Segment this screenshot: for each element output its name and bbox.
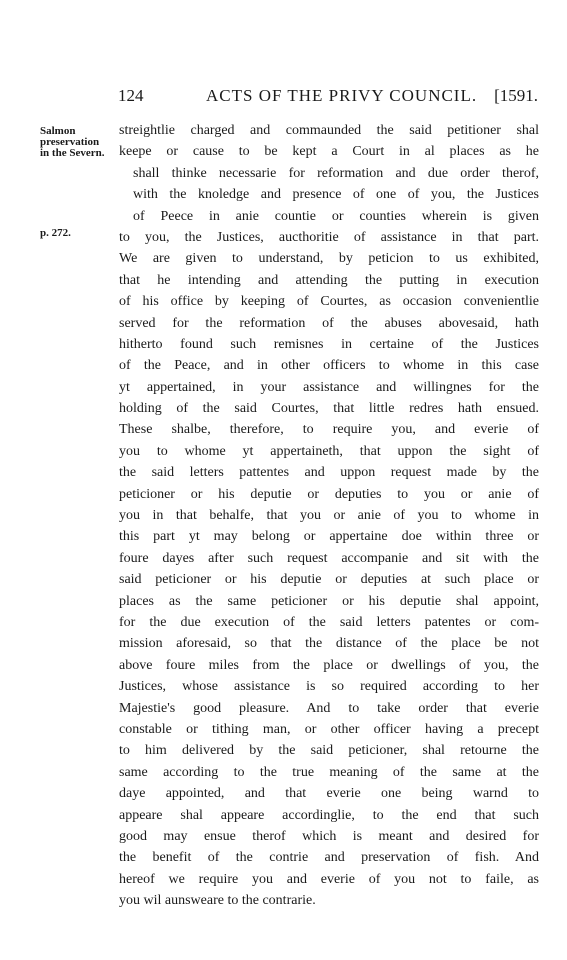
text-line: you in that behalfe, that you or anie of you to whome in bbox=[119, 508, 539, 524]
text-line: shall thinke necessarie for reformation and due order therof, bbox=[133, 165, 539, 181]
text-line: good may ensue therof which is meant and desired for bbox=[119, 828, 539, 844]
marginal-note-line: Salmon bbox=[40, 125, 76, 137]
text-line: holding of the said Courtes, that little redres hath ensued. bbox=[119, 401, 539, 417]
text-line: you to whome yt appertaineth, that uppon the sight of bbox=[119, 443, 539, 459]
text-line: for the due execution of the said letters patentes or com- bbox=[119, 614, 539, 630]
text-line: hereof we require you and everie of you not to faile, as bbox=[119, 871, 539, 887]
text-line: We are given to understand, by peticion to us exhibited, bbox=[119, 251, 539, 267]
text-line: foure dayes after such request accompanie and sit with the bbox=[119, 550, 539, 566]
text-line: same according to the true meaning of the same at the bbox=[119, 764, 539, 780]
year-marker: [1591. bbox=[494, 86, 538, 105]
text-line: you wil aunsweare to the contrarie. bbox=[119, 893, 316, 909]
text-line: Justices, whose assistance is so required according to her bbox=[119, 679, 539, 695]
text-line: keepe or cause to be kept a Court in al places as he bbox=[119, 144, 539, 160]
text-line: constable or tithing man, or other officer having a precept bbox=[119, 721, 539, 737]
text-line: streightlie charged and commaunded the said petitioner shal bbox=[119, 123, 539, 138]
text-line: served for the reformation of the abuses abovesaid, hath bbox=[119, 315, 539, 331]
text-line: to him delivered by the said peticioner, shal retourne the bbox=[119, 743, 539, 759]
text-line: to you, the Justices, aucthoritie of assistance in that part. bbox=[119, 229, 539, 245]
body-text bbox=[119, 120, 539, 911]
page-number: 124 bbox=[118, 86, 144, 105]
marginal-note-line: preservation bbox=[40, 136, 100, 148]
text-line: places as the same peticioner or his deputie shal appoint, bbox=[119, 593, 539, 609]
text-line: of his office by keeping of Courtes, as occasion convenientlie bbox=[119, 294, 539, 310]
text-line: Majestie's good pleasure. And to take order that everie bbox=[119, 700, 539, 716]
page-header bbox=[118, 86, 538, 110]
text-line: These shalbe, therefore, to require you, and everie of bbox=[119, 422, 539, 438]
text-line: that he intending and attending the putting in execution bbox=[119, 272, 539, 288]
running-title: ACTS OF THE PRIVY COUNCIL. bbox=[206, 86, 478, 105]
text-line: yt appertained, in your assistance and willingnes for the bbox=[119, 379, 539, 395]
text-line: the benefit of the contrie and preservation of fish. And bbox=[119, 850, 539, 866]
text-line: above foure miles from the place or dwellings of you, the bbox=[119, 657, 539, 673]
marginal-note-line: in the Severn. bbox=[40, 147, 105, 159]
text-line: of Peece in anie countie or counties wherein is given bbox=[133, 208, 539, 224]
marginal-note-subject bbox=[40, 126, 104, 159]
text-line: with the knoledge and presence of one of you, the Justices bbox=[133, 187, 539, 203]
text-line: said peticioner or his deputie or deputies at such place or bbox=[119, 572, 539, 588]
text-line: the said letters pattentes and uppon request made by the bbox=[119, 465, 539, 481]
text-line: appeare shal appeare accordinglie, to the end that such bbox=[119, 807, 539, 823]
marginal-note-page-ref bbox=[40, 228, 71, 239]
text-line: hitherto found such remisnes in certaine of the Justices bbox=[119, 336, 539, 352]
text-line: mission aforesaid, so that the distance of the place be not bbox=[119, 636, 539, 652]
text-line: peticioner or his deputie or deputies to you or anie of bbox=[119, 486, 539, 502]
text-line: daye appointed, and that everie one being warnd to bbox=[119, 786, 539, 802]
marginal-note-line: p. 272. bbox=[40, 227, 71, 239]
text-line: this part yt may belong or appertaine doe within three or bbox=[119, 529, 539, 545]
text-line: of the Peace, and in other officers to whome in this case bbox=[119, 358, 539, 374]
